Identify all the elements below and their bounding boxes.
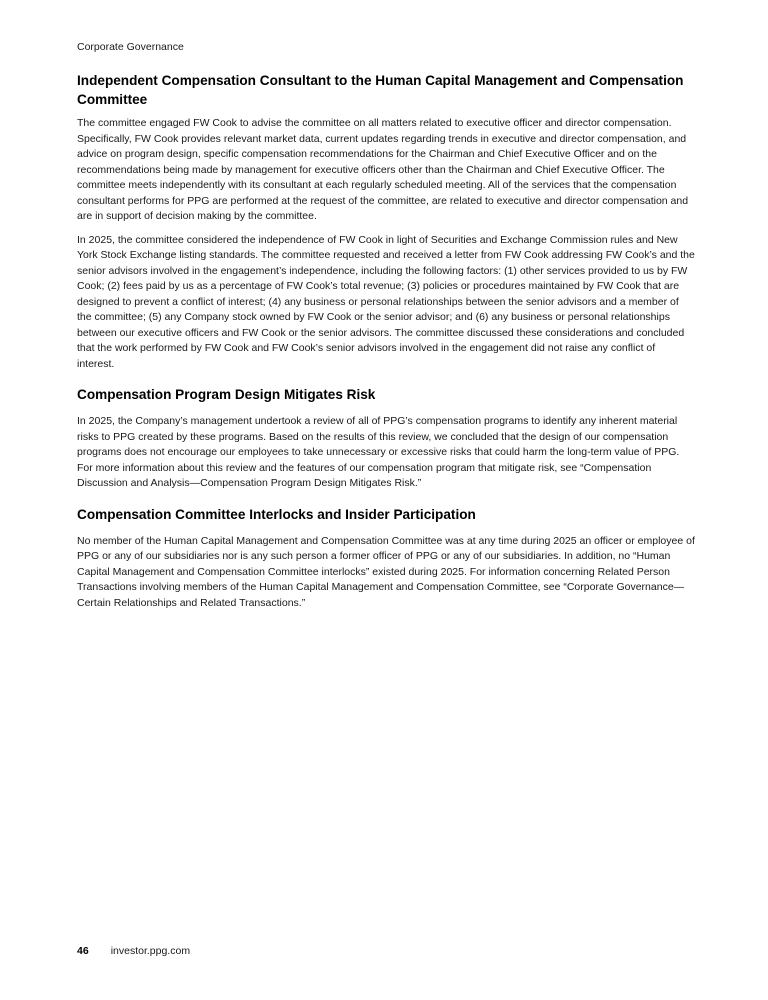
- page-number: 46: [77, 945, 89, 957]
- page-footer: [77, 945, 190, 958]
- section-heading-program-design-risk: Compensation Program Design Mitigates Risk: [77, 387, 376, 402]
- paragraph-consultant-independence: In 2025, the committee considered the independence of FW Cook in light of Securities and Exchange Commission rules and New York Stock Exchange listing standards. The committee requested and received a letter from FW Cook addressing FW Cook’s and the senior advisors involved in the engagement’s independence, including the following factors: (1) other services provided to us by FW Cook; (2) fees paid by us as a percentage of FW Cook’s total revenue; (3) policies or procedures maintained by FW Cook that are designed to prevent a conflict of interest; (4) any business or personal relationships between the senior advisors and a member of the committee; (5) any Company stock owned by FW Cook or the senior advisor; and (6) any business or personal relationships between our executive officers and FW Cook or the senior advisors. The committee discussed these considerations and concluded that the work performed by FW Cook and FW Cook’s senior advisors involved in the engagement did not raise any conflict of interest.: [77, 233, 695, 370]
- section-heading-independent-consultant: Independent Compensation Consultant to the Human Capital Management and Compensation Committee: [77, 73, 684, 107]
- paragraph-interlocks: No member of the Human Capital Management and Compensation Committee was at any time during 2025 an officer or employee of PPG or any of our subsidiaries nor is any such person a former officer of PPG or any of our subsidiaries. In addition, no “Human Capital Management and Compensation Committee interlocks” existed during 2025. For information concerning Related Person Transactions involving members of the Human Capital Management and Compensation Committee, see “Corporate Governance—Certain Relationships and Related Transactions.”: [77, 534, 695, 609]
- section-heading-interlocks: Compensation Committee Interlocks and Insider Participation: [77, 506, 476, 522]
- page-header-label: Corporate Governance: [77, 41, 184, 53]
- paragraph-program-design-risk: In 2025, the Company’s management undertook a review of all of PPG’s compensation programs to identify any inherent material risks to PPG created by these programs. Based on the results of this review, we concluded that the design of our compensation programs does not encourage our employees to take unnecessary or excessive risks that could harm the long-term value of PPG. For more information about this review and the features of our compensation program that mitigate risk, see “Compensation Discussion and Analysis—Compensation Program Design Mitigates Risk.”: [77, 415, 680, 489]
- footer-website-label: investor.ppg.com: [110, 945, 191, 957]
- paragraph-consultant-engagement: The committee engaged FW Cook to advise the committee on all matters related to executive officer and director compensation. Specifically, FW Cook provides relevant market data, current updates regarding trends in executive and director compensation, and advice on program design, specific compensation recommendations for the Chairman and Chief Executive Officer and on the recommendations being made by management for executive officers other than the Chairman and Chief Executive Officer. The committee meets independently with its consultant at each regularly scheduled meeting. All of the services that the compensation consultant performs for PPG are performed at the request of the committee, are related to executive and director compensation and are in support of decision making by the committee.: [77, 117, 689, 222]
- page-content: [77, 41, 695, 619]
